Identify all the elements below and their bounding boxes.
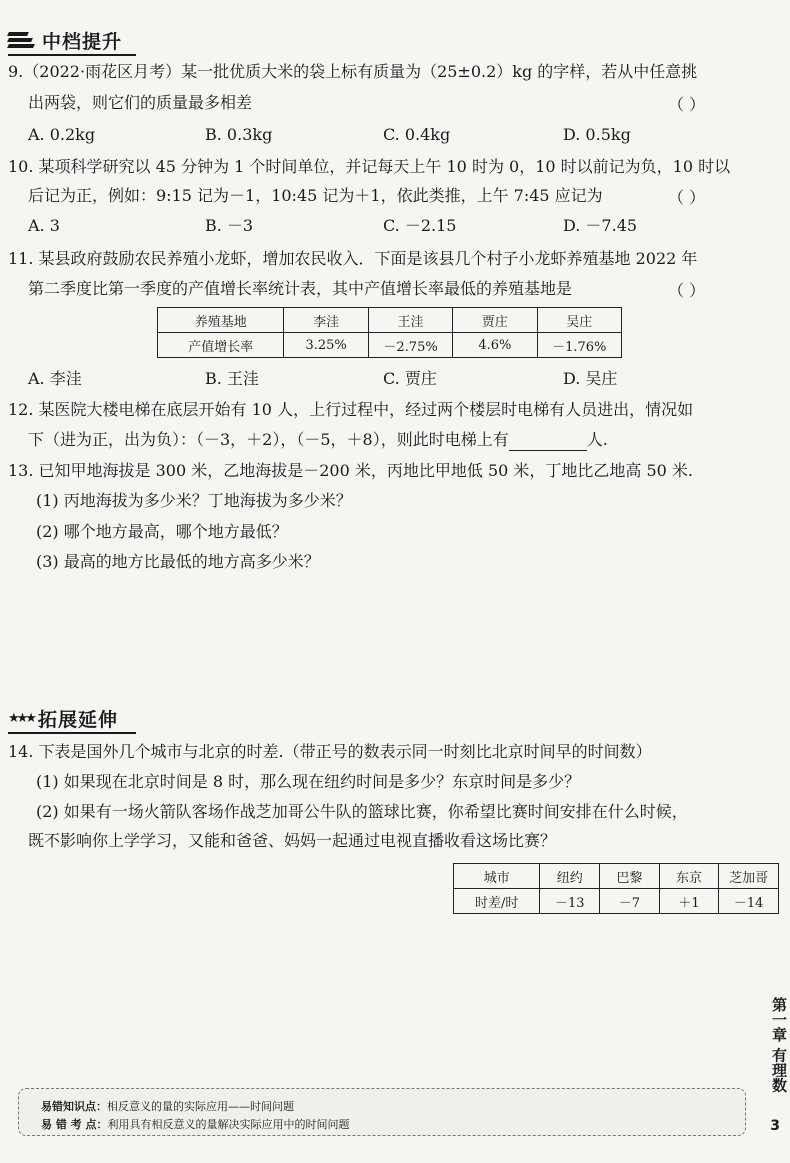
table-cell: 李洼 — [284, 308, 368, 333]
table-cell: 4.6% — [453, 333, 537, 358]
q10-option-c[interactable]: C. －2.15 — [383, 216, 457, 235]
table-cell: －7 — [600, 889, 660, 914]
q11-option-a[interactable]: A. 李洼 — [28, 369, 82, 388]
footer-row-1 — [41, 1098, 294, 1114]
table-row — [158, 333, 622, 358]
section-title: 拓展延伸 — [37, 708, 118, 731]
q9-option-b[interactable]: B. 0.3kg — [205, 125, 273, 144]
q13-line1: 13. 已知甲地海拔是 300 米，乙地海拔是－200 米，丙地比甲地低 50 米，丁地比乙地高 50 米. — [8, 461, 694, 480]
q13-sub1: (1) 丙地海拔为多少米？丁地海拔为多少米？ — [36, 491, 352, 510]
section-header-medium — [8, 26, 122, 54]
q10-line1: 10. 某项科学研究以 45 分钟为 1 个时间单位，并记每天上午 10 时为 0，10 时以前记为负，10 时以 — [8, 157, 731, 176]
table-header-row — [158, 308, 622, 333]
q9-line2: 出两袋，则它们的质量最多相差 — [28, 93, 253, 112]
q11-table — [157, 307, 622, 358]
table-cell: 养殖基地 — [158, 308, 284, 333]
footer-text: 相反意义的量的实际应用——时间问题 — [107, 1100, 294, 1113]
q10-answer-paren[interactable]: （ ） — [668, 188, 706, 207]
q14-table — [453, 863, 779, 914]
table-cell: 3.25% — [284, 333, 368, 358]
section-title: 中档提升 — [42, 30, 123, 53]
table-cell: 时差/时 — [454, 889, 540, 914]
q10-line2: 后记为正，例如：9:15 记为－1，10:45 记为＋1，依此类推，上午 7:45 应记为 — [28, 186, 603, 205]
q9-line1: 9.（2022·雨花区月考）某一批优质大米的袋上标有质量为（25±0.2）kg 的字样，若从中任意挑 — [8, 62, 698, 81]
q12-line2 — [28, 429, 608, 451]
q11-option-d[interactable]: D. 吴庄 — [563, 369, 618, 388]
footer-note — [18, 1088, 746, 1136]
q12-answer-blank[interactable] — [509, 434, 587, 451]
q10-option-b[interactable]: B. －3 — [205, 216, 254, 235]
q13-sub3: (3) 最高的地方比最低的地方高多少米？ — [36, 552, 320, 571]
q10-option-a[interactable]: A. 3 — [28, 216, 60, 235]
q12-line1: 12. 某医院大楼电梯在底层开始有 10 人，上行过程中，经过两个楼层时电梯有人员进出，情况如 — [8, 400, 694, 419]
table-cell: 城市 — [454, 864, 540, 889]
q9-option-c[interactable]: C. 0.4kg — [383, 125, 451, 144]
q12-line2-unit: 人. — [586, 430, 608, 449]
table-cell: 芝加哥 — [719, 864, 779, 889]
q14-sub2-line1: (2) 如果有一场火箭队客场作战芝加哥公牛队的篮球比赛，你希望比赛时间安排在什么时候， — [36, 802, 688, 821]
q11-answer-paren[interactable]: （ ） — [668, 281, 706, 300]
table-cell: 纽约 — [540, 864, 600, 889]
table-cell: －14 — [719, 889, 779, 914]
table-header-row — [454, 864, 779, 889]
table-cell: 巴黎 — [600, 864, 660, 889]
q11-line1: 11. 某县政府鼓励农民养殖小龙虾，增加农民收入．下面是该县几个村子小龙虾养殖基地 2022 年 — [8, 249, 698, 268]
stars-icon: ★★★ — [8, 710, 34, 726]
table-cell: 东京 — [659, 864, 719, 889]
table-cell: ＋1 — [659, 889, 719, 914]
q9-option-a[interactable]: A. 0.2kg — [28, 125, 96, 144]
q14-sub1: (1) 如果现在北京时间是 8 时，那么现在纽约时间是多少？东京时间是多少？ — [36, 772, 581, 791]
page-number: 3 — [770, 1118, 780, 1134]
q11-line2: 第二季度比第一季度的产值增长率统计表，其中产值增长率最低的养殖基地是 — [28, 279, 573, 298]
q14-sub2-line2: 既不影响你上学学习，又能和爸爸、妈妈一起通过电视直播收看这场比赛？ — [28, 831, 557, 850]
table-row — [454, 889, 779, 914]
table-cell: 产值增长率 — [158, 333, 284, 358]
table-cell: －2.75% — [368, 333, 452, 358]
footer-text: 利用具有相反意义的量解决实际应用中的时间问题 — [107, 1118, 350, 1131]
footer-label: 易错知识点： — [41, 1100, 107, 1113]
chapter-side-tab: 第一章 有理数 — [770, 997, 788, 1093]
q9-answer-paren[interactable]: （ ） — [668, 95, 706, 114]
footer-row-2 — [41, 1116, 350, 1132]
section-header-extension — [8, 704, 118, 732]
table-cell: －1.76% — [537, 333, 621, 358]
q13-sub2: (2) 哪个地方最高，哪个地方最低？ — [36, 522, 288, 541]
table-cell: －13 — [540, 889, 600, 914]
q10-option-d[interactable]: D. －7.45 — [563, 216, 638, 235]
q11-option-b[interactable]: B. 王洼 — [205, 369, 259, 388]
footer-label: 易 错 考 点： — [41, 1118, 108, 1131]
q14-line1: 14. 下表是国外几个城市与北京的时差.（带正号的数表示同一时刻比北京时间早的时间数） — [8, 742, 652, 761]
table-cell: 吴庄 — [537, 308, 621, 333]
table-cell: 王洼 — [368, 308, 452, 333]
stripes-icon — [8, 29, 36, 51]
q9-option-d[interactable]: D. 0.5kg — [563, 125, 631, 144]
q11-option-c[interactable]: C. 贾庄 — [383, 369, 437, 388]
q12-line2-text: 下（进为正，出为负）：（－3，＋2），（－5，＋8），则此时电梯上有 — [28, 430, 509, 449]
table-cell: 贾庄 — [453, 308, 537, 333]
